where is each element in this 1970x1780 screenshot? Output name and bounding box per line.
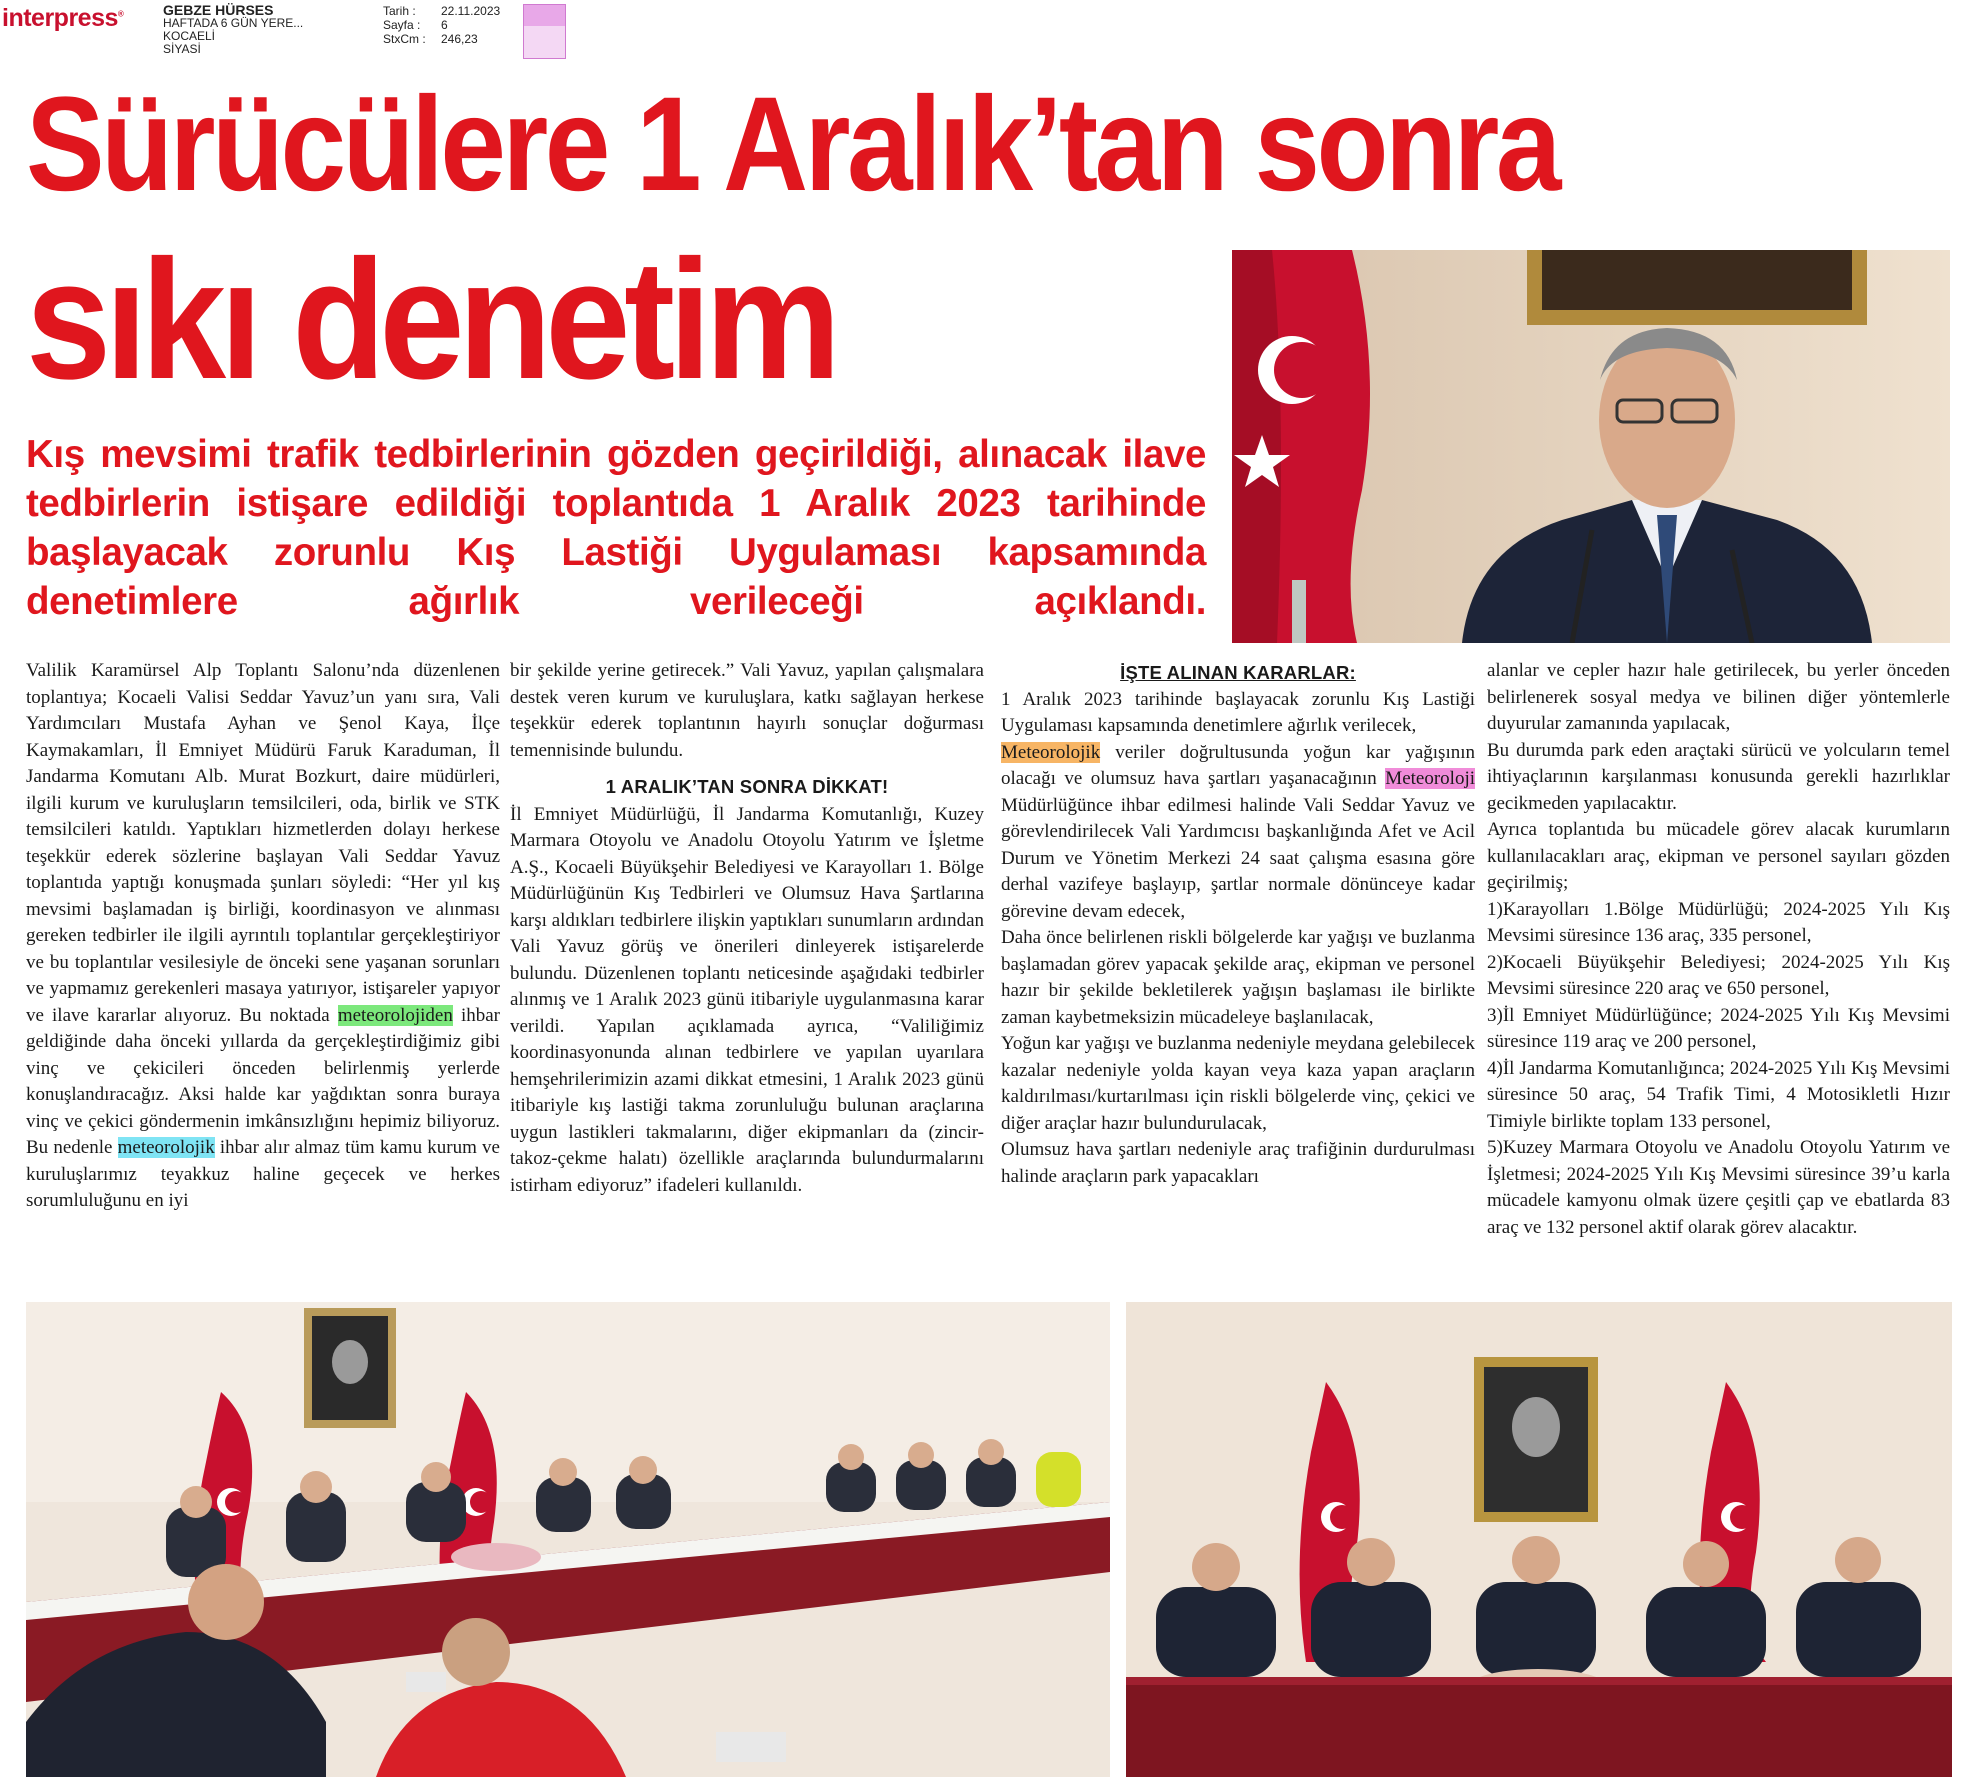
column-4-item-1: 1)Karayolları 1.Bölge Müdürlüğü; 2024-2025 Yılı Kış Mevsimi süresince 136 araç, 335 personel, [1487, 898, 1950, 946]
publication-section: SİYASİ [163, 42, 201, 56]
panel-photo [1126, 1302, 1952, 1777]
highlight-meteorolojiden: meteorolojiden [337, 1004, 453, 1026]
column-4-item-3: 3)İl Emniyet Müdürlüğünce; 2024-2025 Yılı Kış Mevsimi süresince 119 araç ve 200 personel, [1487, 1004, 1950, 1052]
column-4-item-2: 2)Kocaeli Büyükşehir Belediyesi; 2024-2025 Yılı Kış Mevsimi süresince 220 araç ve 650 personel, [1487, 951, 1950, 999]
column-2-paragraph-1: bir şekilde yerine getirecek.” Vali Yavuz, yapılan çalışmalara destek veren kurum ve kuruluşlara, katkı sağlayan herkese teşekkür ederek toplantının hayırlı sonuçlar doğurması temennisinde bulundu. [510, 660, 984, 761]
interpress-logo: interpress® [2, 4, 124, 32]
headline-line-2: sıkı denetim [26, 225, 835, 415]
clipping-header [0, 0, 600, 64]
column-2-paragraph-2: İl Emniyet Müdürlüğü, İl Jandarma Komutanlığı, Kuzey Marmara Otoyolu ve Anadolu Otoyolu Yatırım ve İşletme A.Ş., Kocaeli Büyükşehir Belediyesi ve Karayolları 1. Bölge Müdürlüğünün Kış Tedbirleri ve Olumsuz Hava Şartlarına karşı aldıkları tedbirlere ilişkin yaptıkları sunumların ardından Vali Yavuz görüş ve önerileri dinleyerek istişarelerde bulundu. Düzenlenen toplantı neticesinde aşağıdaki tedbirler alınmış ve 1 Aralık 2023 günü itibariyle uygulanmasına karar verildi. Yapılan açıklamada ayrıca, “Valiliğimiz koordinasyonunda alınan tedbirlere ve yapılan uyarılara hemşehrilerimizin azami dikkat etmesini, 1 Aralık 2023 günü itibariyle kış lastiği takma zorunluluğu bulunan araçlarına uygun lastikleri takmalarını, diğer ekipmanları da (zincir-takoz-çekme halatı) özellikle araçlarında bulundurmalarını istirham ediyoruz” ifadeleri kullanıldı. [510, 803, 984, 1196]
column-4-item-5: 5)Kuzey Marmara Otoyolu ve Anadolu Otoyolu Yatırım ve İşletmesi; 2024-2025 Yılı Kış Mevsimi süresince 39’u karla mücadele kamyonu olmak üzere çeşitli çap ve ebatlarda 83 araç ve 132 personel aktif olarak görev alacaktır. [1487, 1137, 1950, 1238]
column-3-text-b: Müdürlüğünce ihbar edilmesi halinde Vali Seddar Yavuz ve görevlendirilecek Vali Yardımcısı başkanlığında Afet ve Acil Durum ve Yönetim Merkezi 24 saat çalışma esasına göre derhal vazifeye başlayıp, şartlar normale dönünceye kadar görevine devam edecek, [1001, 794, 1475, 922]
article-deck: Kış mevsimi trafik tedbirlerinin gözden geçirildiği, alınacak ilave tedbirlerin istişare edildiği toplantıda 1 Aralık 2023 tarihinde başlayacak zorunlu Kış Lastiği Uygulaması kapsamında denetimlere ağırlık verileceği açıklandı. [26, 433, 1206, 623]
publication-frequency: HAFTADA 6 GÜN YERE... [163, 16, 304, 30]
column-3-paragraph-3: Daha önce belirlenen riskli bölgelerde kar yağışı ve buzlanma başlamadan görev yapacak şekilde araç, ekipman ve personel hazır bir şekilde bekletilerek yağışın başlaması ile birlikte zaman kaybetmeksizin mücadeleye başlanılacak, [1001, 927, 1475, 1028]
column-1-text-b: ihbar geldiğinde daha önceki yıllarda da gerçekleştirdiğimiz gibi vinç ve çekicileri önceden belirlenmiş yerlerde konuşlandıracağız. Aksi halde kar yağdıktan sonra buraya vinç ve çekici göndermenin imkânsızlığını hepimiz biliyoruz. Bu nedenle [26, 1004, 500, 1158]
column-4-paragraph-2: Bu durumda park eden araçtaki sürücü ve yolcuların temel ihtiyaçlarının karşılanması konusunda gerekli hazırlıklar gecikmeden yapılacaktır. [1487, 739, 1950, 814]
publication-name: GEBZE HÜRSES [163, 2, 274, 18]
column-4-paragraph-1: alanlar ve cepler hazır hale getirilecek, bu yerler önceden belirlenerek sosyal medya ve bilinen diğer yöntemlerle duyurular zamanında yapılacak, [1487, 660, 1950, 734]
column-4-paragraph-3: Ayrıca toplantıda bu mücadele görev alacak kurumların kullanılacakları araç, ekipman ve personel sayıları gözden geçirilmiş; [1487, 819, 1950, 893]
subhead-dikkat: 1 ARALIK’TAN SONRA DİKKAT! [605, 776, 889, 797]
column-1-paragraph [26, 658, 500, 1215]
column-4-item-4: 4)İl Jandarma Komutanlığınca; 2024-2025 Yılı Kış Mevsimi süresince 50 araç, 54 Trafik Timi, 4 Motosikletli Hızır Timiyle birlikte toplam 133 personel, [1487, 1057, 1950, 1132]
column-3-paragraph-4: Yoğun kar yağışı ve buzlanma nedeniyle meydana gelebilecek kazalar nedeniyle yolda kayan veya kaza yapan araçların kaldırılması/kurtarılması için riskli bölgelerde vinç, çekici ve diğer araçlar hazır bulundurulacak, [1001, 1033, 1475, 1134]
article-column-3 [1001, 658, 1475, 1292]
column-3-paragraph-1: 1 Aralık 2023 tarihinde başlayacak zorunlu Kış Lastiği Uygulaması kapsamında denetimlere ağırlık verilecek, [1001, 688, 1475, 736]
column-3-paragraph-2 [1001, 740, 1475, 926]
date-label: Tarih : [383, 4, 416, 18]
highlight-meteoroloji-pink: Meteoroloji [1385, 768, 1475, 789]
headline-line-1: Sürücülere 1 Aralık’tan sonra [26, 70, 1558, 219]
column-1-text-c: ihbar alır almaz tüm kamu kurum ve kuruluşlarımız teyakkuz haline geçecek ve herkes sorumluluğunu en iyi [26, 1137, 500, 1211]
area-label: StxCm : [383, 32, 426, 46]
page-label: Sayfa : [383, 18, 421, 32]
publication-region: KOCAELİ [163, 29, 216, 43]
meeting-hall-photo [26, 1302, 1110, 1777]
governor-photo [1232, 250, 1950, 643]
publication-info [163, 4, 303, 56]
date-value: 22.11.2023 [441, 4, 501, 18]
subhead-kararlar: İŞTE ALINAN KARARLAR: [1120, 662, 1356, 683]
article-column-2 [510, 658, 984, 1292]
column-1-text-a: Valilik Karamürsel Alp Toplantı Salonu’nda düzenlenen toplantıya; Kocaeli Valisi Seddar Yavuz’un yanı sıra, Vali Yardımcıları Mustafa Ayhan ve Şenol Kaya, İlçe Kaymakamları, İl Emniyet Müdürü Faruk Karaduman, İl Jandarma Komutanı Alb. Murat Bozkurt, daire müdürleri, ilgili kurum ve kuruluşların temsilcileri, oda, birlik ve STK temsilcileri katıldı. Yaptıkları hizmetlerden dolayı herkese teşekkür ederek sözlerine başlayan Vali Seddar Yavuz toplantıda yaptığı konuşmada şunları söyledi: “Her yıl kış mevsimi başlamadan iş birliği, koordinasyon ve alınması gereken tedbirler ile ilgili ayrıntılı toplantılar gerçekleştiriyor ve bu toplantılar vesilesiyle de önceki sene yaşanan sorunları ve yapmamız gerekenleri masaya yatırıyor, istişareler yapıyor ve ilave kararlar alıyoruz. Bu noktada [26, 660, 500, 1026]
article-column-1 [26, 658, 500, 1292]
article-column-4 [1487, 658, 1950, 1292]
area-value: 246,23 [441, 32, 478, 46]
highlight-meteorolojik-orange: Meteorolojik [1001, 741, 1101, 763]
page-value: 6 [441, 18, 448, 32]
column-3-paragraph-5: Olumsuz hava şartları nedeniyle araç trafiğinin durdurulması halinde araçların park yapacakları [1001, 1139, 1475, 1187]
highlight-meteorolojik: meteorolojik [117, 1137, 215, 1158]
page-thumbnail[interactable] [523, 4, 566, 59]
clipping-meta [383, 4, 500, 46]
column-3-text-a: veriler doğrultusunda yoğun kar yağışının olacağı ve olumsuz hava şartları yaşanacağının [1001, 741, 1475, 789]
